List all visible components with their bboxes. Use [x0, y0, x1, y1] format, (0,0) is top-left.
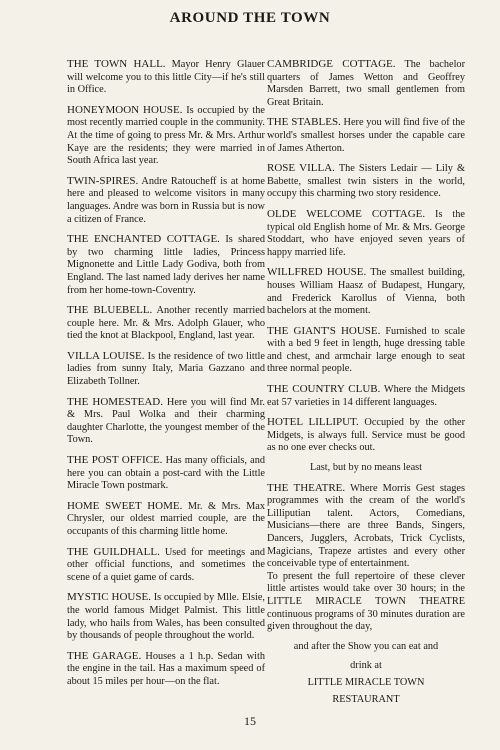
entry-text: Occupied by the other Midgets, is always full. Service must be good as no one ever checks out.	[267, 417, 465, 454]
entry-name: THE GARAGE.	[67, 649, 142, 662]
entry-text: Is the residence of two little ladies from sunny Italy, Maria Gazzano and Elizabeth Tollner.	[67, 350, 265, 388]
entry-guildhall	[67, 546, 265, 585]
entry-enchanted-cottage	[67, 233, 265, 297]
entry-name: TWIN-SPIRES.	[67, 174, 139, 187]
entry-rose-villa	[267, 162, 465, 201]
entry-post-office	[67, 454, 265, 493]
entry-garage	[67, 650, 265, 689]
entry-country-club	[267, 383, 465, 409]
entry-text: Is shared by two charming little ladies, Princess Mignonette and Little Lady Godiva, both from England. The last named lady derives her name from her home-town-Coventry.	[67, 234, 266, 296]
entry-name: HOME SWEET HOME.	[67, 499, 183, 512]
entry-text: Used for meetings and other official functions, and sometimes the scene of a quiet game of cards.	[67, 546, 265, 583]
entry-olde-welcome-cottage	[267, 208, 465, 259]
entry-twin-spires	[67, 175, 265, 226]
entry-text: Where Morris Gest stages programmes with the cream of the world's Lilliputian talent. Actors, Comedians, Musicians—there are three Bands, Singers, Dancers, Jugglers, Acrobats, Trick Cyclists, Magicians, Trapeze artistes and every other conceivable type of entertainment.	[267, 482, 465, 570]
entry-hotel-lilliput	[267, 416, 465, 455]
entry-name: THE GUILDHALL.	[67, 545, 160, 558]
entry-home-sweet-home	[67, 500, 265, 539]
closing-line-1: and after the Show you can eat and	[293, 640, 439, 652]
left-column	[67, 58, 265, 696]
entry-theatre	[267, 482, 465, 571]
entry-text: Mr. & Mrs. Max Chrysler, our oldest married couple, are the occupants of this charming little home.	[67, 500, 266, 537]
entry-text: The smallest building, houses William Haasz of Budapest, Hungary, and Frederick Karollus of Vienna, both bachelors at the moment.	[267, 267, 465, 317]
entry-text: Furnished to scale with a bed 9 feet in length, huge dressing table and chest, and armchair large enough to seat three normal people.	[267, 325, 465, 375]
entry-villa-louise	[67, 350, 265, 389]
entry-name: MYSTIC HOUSE.	[67, 591, 151, 604]
entry-name: HONEYMOON HOUSE.	[67, 103, 183, 116]
entry-cambridge-cottage	[267, 58, 465, 109]
entry-text: Another recently married couple here. Mr. & Mrs. Adolph Glauer, who tied the knot at Blackpool, England, last year.	[67, 305, 265, 342]
entry-giants-house	[267, 325, 465, 376]
entry-name: THE THEATRE.	[267, 481, 346, 494]
entry-name: THE BLUEBELL.	[67, 304, 153, 317]
entry-text: The Sisters Ledair — Lily & Babette, smallest twin sisters in the world, occupy this charming two story residence.	[267, 163, 465, 200]
entry-text: Here you will find Mr. & Mrs. Paul Wolka and their charming daughter Charlotte, the youngest member of the Town.	[67, 396, 266, 446]
entry-text: The bachelor quarters of James Wetton and Geoffrey Marsden Barrett, two small gentlemen from Great Britain.	[267, 59, 466, 108]
entry-homestead	[67, 396, 265, 447]
right-column	[267, 58, 465, 713]
entry-name: VILLA LOUISE.	[67, 349, 145, 362]
entry-name: THE COUNTRY CLUB.	[267, 383, 381, 396]
entry-honeymoon-house	[67, 104, 265, 168]
entry-name: THE GIANT'S HOUSE.	[267, 324, 381, 337]
entry-text: Has many officials, and here you can obtain a post-card with the Little Miracle Town postmark.	[67, 455, 266, 492]
entry-name: CAMBRIDGE COTTAGE.	[267, 58, 396, 70]
entry-text: Where the Midgets eat 57 varieties in 14 different languages.	[267, 384, 466, 408]
entry-name: THE TOWN HALL.	[67, 58, 166, 70]
entry-text: Is occupied by Mlle. Elsie, the world famous Midget Palmist. This little lady, who hails from Wales, has been consulted by thousands of people throughout the world.	[67, 592, 265, 642]
entry-town-hall	[67, 58, 265, 97]
page-title: AROUND THE TOWN	[169, 10, 331, 26]
entry-text: Here you will find five of the world's smallest horses under the capable care of James Atherton.	[267, 117, 465, 154]
closing-line-3: LITTLE MIRACLE TOWN	[307, 676, 425, 688]
entry-name: OLDE WELCOME COTTAGE.	[267, 207, 426, 220]
entry-text: Andre Ratoucheff is at home here and pleased to welcome visitors in many languages. Andre was born in Russia but is now a citizen of France.	[67, 175, 265, 225]
entry-text: Mayor Henry Glauer will welcome you to this little City—if he's still in Office.	[67, 59, 265, 96]
entry-mystic-house	[67, 591, 265, 642]
theatre-continuation: To present the full repertoire of these clever little artistes would take over 30 hours; in the LITTLE MIRACLE TOWN THEATRE continuous programs of 30 minutes duration are given throughout the day,	[267, 570, 465, 633]
entry-name: ROSE VILLA.	[267, 162, 335, 175]
entry-name: HOTEL LILLIPUT.	[267, 416, 359, 429]
entry-name: THE POST OFFICE.	[67, 454, 163, 467]
entry-text: Houses a 1 h.p. Sedan with the engine in the tail. Has a maximum speed of about 15 miles per hour—on the flat.	[67, 650, 266, 687]
closing-line-4: RESTAURANT	[332, 693, 400, 705]
last-but-not-least: Last, but by no means least	[309, 462, 423, 474]
entry-willfred-house	[267, 266, 465, 317]
entry-name: THE ENCHANTED COTTAGE.	[67, 233, 220, 246]
entry-name: THE HOMESTEAD.	[67, 395, 164, 408]
page-number: 15	[244, 714, 256, 728]
entry-bluebell	[67, 304, 265, 343]
entry-text: Is occupied by the most recently married couple in the community. At the time of going to press Mr. & Mrs. Arthur Kaye are the residents; they were married in South Africa last year.	[67, 104, 265, 167]
entry-name: WILLFRED HOUSE.	[267, 266, 367, 279]
entry-text: Is the typical old English home of Mr. & Mrs. George Stoddart, who have enjoyed seven years of happy married life.	[267, 208, 465, 258]
entry-name: THE STABLES.	[267, 116, 341, 129]
closing-line-2: drink at	[350, 660, 382, 672]
entry-stables	[267, 116, 465, 155]
